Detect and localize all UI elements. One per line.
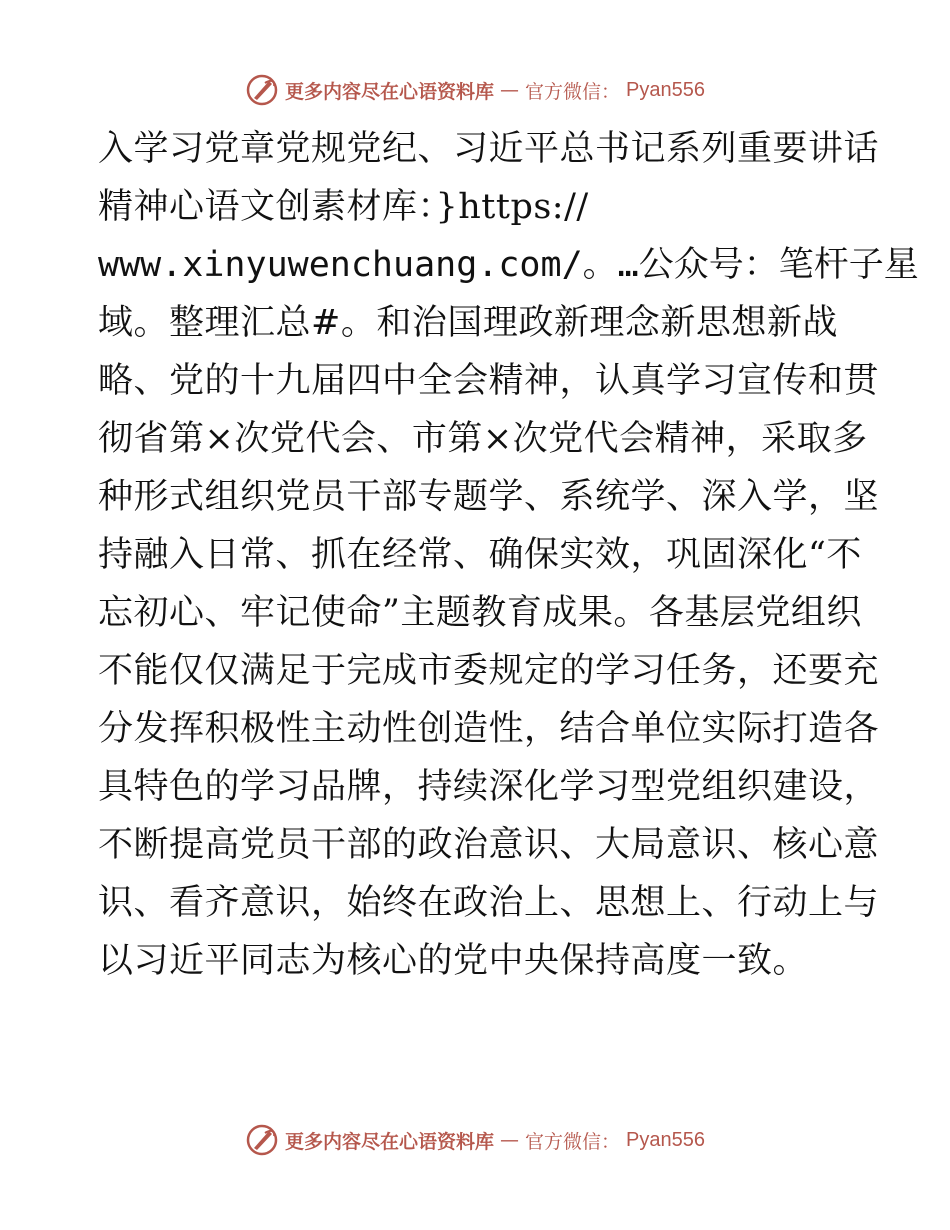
body-line: 彻省第×次党代会、市第×次党代会精神，采取多 <box>98 419 868 459</box>
header-brand-text: 更多内容尽在心语资料库 <box>285 80 495 103</box>
body-line: 持融入日常、抓在经常、确保实效，巩固深化“不 <box>98 535 862 575</box>
body-line: 不断提高党员干部的政治意识、大局意识、核心意 <box>98 825 880 865</box>
header-wechat-id: Pyan556 <box>626 78 705 101</box>
body-line: 略、党的十九届四中全会精神，认真学习宣传和贯 <box>98 361 880 401</box>
header-dash: — <box>500 79 520 101</box>
footer-dash: — <box>500 1129 520 1151</box>
body-line: 种形式组织党员干部专题学、系统学、深入学，坚 <box>98 477 880 517</box>
body-line: 以习近平同志为核心的党中央保持高度一致。 <box>98 941 809 981</box>
body-line: 识、看齐意识，始终在政治上、思想上、行动上与 <box>98 883 880 923</box>
footer-wechat-label: 官方微信： <box>525 1130 621 1153</box>
body-line: 精神心语文创素材库：}https:// <box>98 187 589 227</box>
header-wechat-label: 官方微信： <box>525 80 621 103</box>
body-line: 域。整理汇总#。和治国理政新理念新思想新战 <box>98 303 838 343</box>
header-watermark <box>0 70 950 110</box>
quill-logo-icon <box>245 1123 279 1157</box>
footer-brand-text: 更多内容尽在心语资料库 <box>285 1130 495 1153</box>
quill-logo-icon <box>245 73 279 107</box>
footer-wechat-id: Pyan556 <box>626 1128 705 1151</box>
body-line: 分发挥积极性主动性创造性，结合单位实际打造各 <box>98 709 880 749</box>
body-line: 具特色的学习品牌，持续深化学习型党组织建设， <box>98 767 880 807</box>
footer-watermark <box>0 1120 950 1160</box>
document-body <box>98 120 919 990</box>
body-line: 忘初心、牢记使命”主题教育成果。各基层党组织 <box>98 593 862 633</box>
body-line: 不能仅仅满足于完成市委规定的学习任务，还要充 <box>98 651 880 691</box>
body-line: 入学习党章党规党纪、习近平总书记系列重要讲话 <box>98 129 880 169</box>
body-line: www.xinyuwenchuang.com/。…公众号：笔杆子星 <box>98 245 919 285</box>
